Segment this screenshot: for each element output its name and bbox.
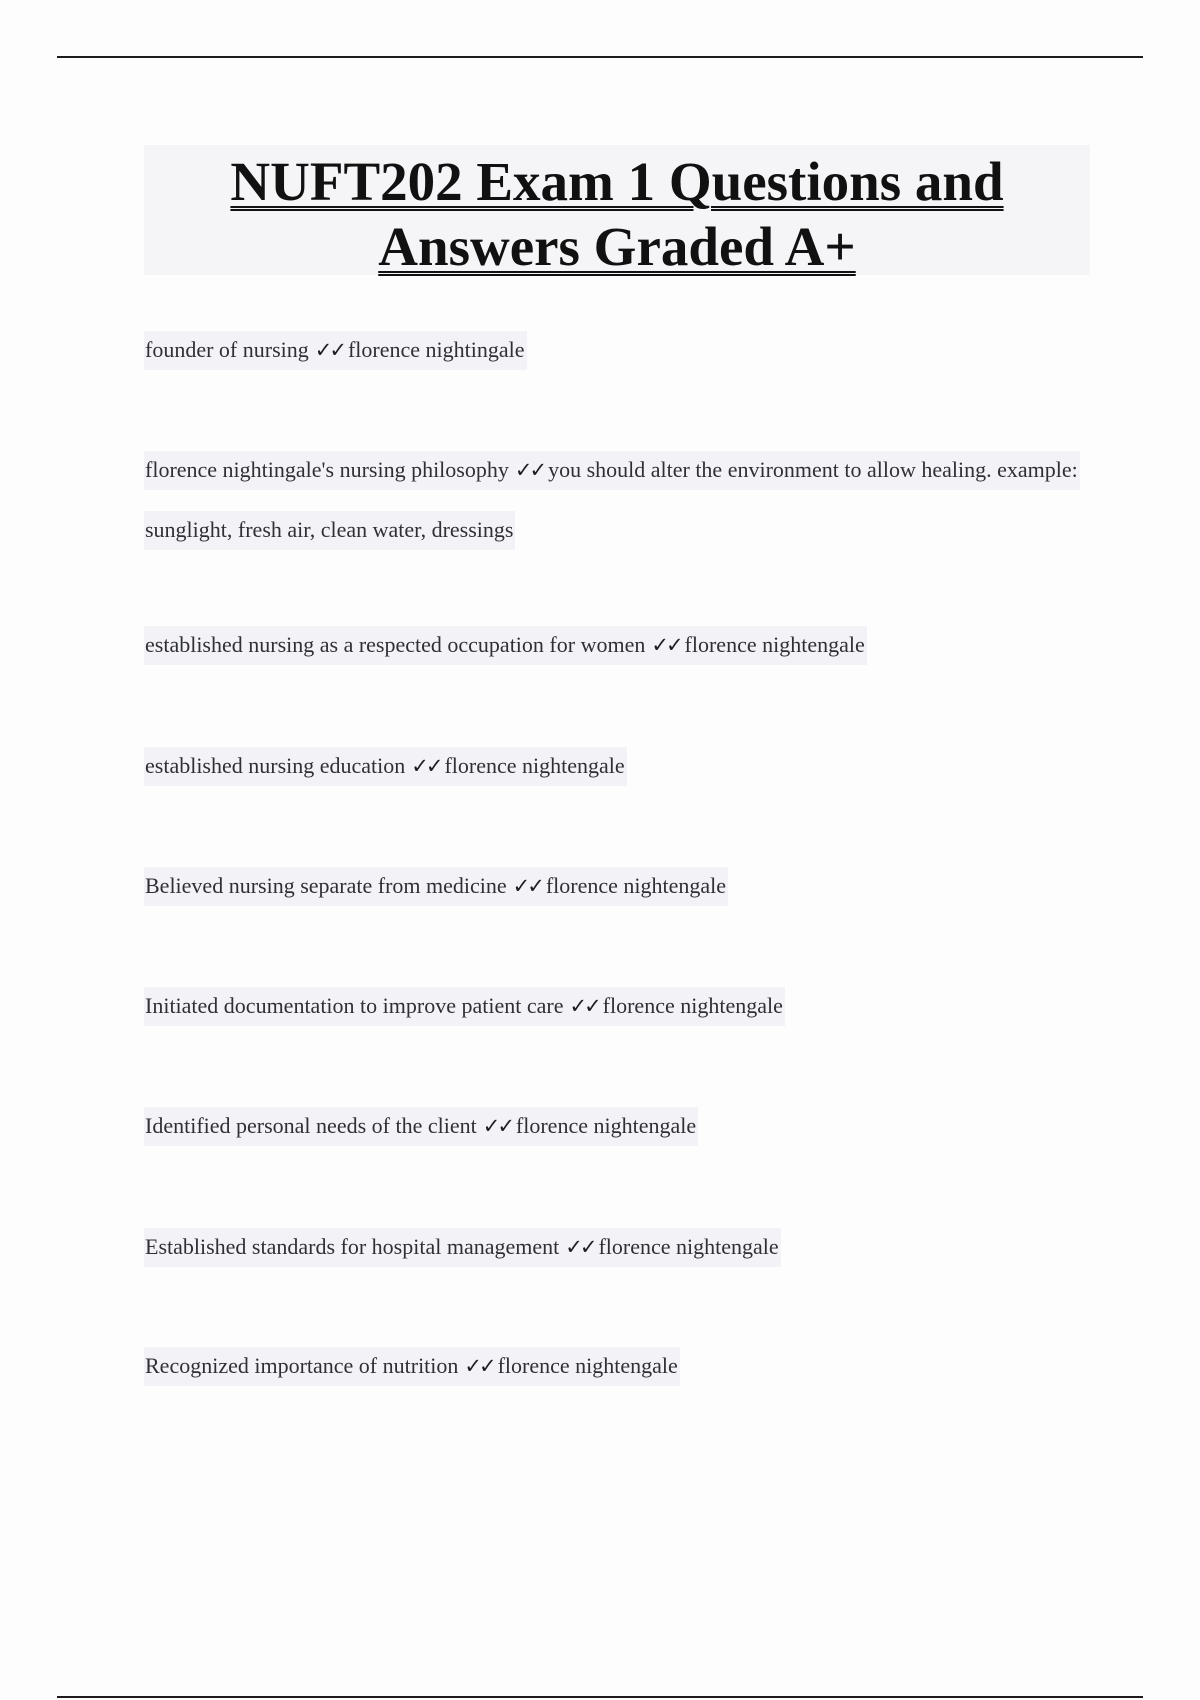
answer-text: florence nightengale: [444, 753, 625, 778]
question-text: Recognized importance of nutrition: [145, 1353, 459, 1378]
qa-item-1: [144, 320, 1114, 380]
double-check-icon: ✓✓: [569, 994, 599, 1018]
double-check-icon: ✓✓: [411, 754, 441, 778]
top-rule: [57, 56, 1143, 58]
answer-text: you should alter the environment to allow healing. example: sunglight, fresh air, clean water, dressings: [145, 457, 1078, 542]
double-check-icon: ✓✓: [512, 874, 542, 898]
qa-item-8: [144, 1217, 1114, 1277]
question-text: founder of nursing: [145, 337, 309, 362]
qa-item-9: [144, 1336, 1114, 1396]
double-check-icon: ✓✓: [314, 338, 344, 362]
answer-text: florence nightengale: [684, 632, 865, 657]
question-text: florence nightingale's nursing philosophy: [145, 457, 509, 482]
answer-text: florence nightengale: [497, 1353, 678, 1378]
double-check-icon: ✓✓: [651, 633, 681, 657]
question-text: Initiated documentation to improve patient care: [145, 993, 564, 1018]
answer-text: florence nightengale: [602, 993, 783, 1018]
qa-item-3: [144, 615, 1114, 675]
title-banner: [144, 145, 1090, 275]
answer-text: florence nightengale: [515, 1113, 697, 1138]
question-text: Established standards for hospital management: [145, 1234, 560, 1259]
answer-text: florence nightingale: [347, 337, 525, 362]
question-text: established nursing education: [145, 753, 406, 778]
question-text: Identified personal needs of the client: [145, 1113, 477, 1138]
double-check-icon: ✓✓: [565, 1235, 595, 1259]
answer-text: florence nightengale: [545, 873, 727, 898]
question-text: established nursing as a respected occupation for women: [145, 632, 646, 657]
qa-item-5: [144, 856, 1114, 916]
bottom-rule: [57, 1696, 1143, 1698]
qa-item-4: [144, 736, 1114, 796]
double-check-icon: ✓✓: [482, 1114, 512, 1138]
double-check-icon: ✓✓: [514, 458, 545, 482]
qa-item-7: [144, 1096, 1114, 1156]
qa-item-6: [144, 976, 1114, 1036]
double-check-icon: ✓✓: [464, 1354, 494, 1378]
answer-text: florence nightengale: [598, 1234, 779, 1259]
question-text: Believed nursing separate from medicine: [145, 873, 507, 898]
qa-item-2: [144, 440, 1114, 560]
document-title: NUFT202 Exam 1 Questions and Answers Graded A+: [230, 151, 1004, 277]
